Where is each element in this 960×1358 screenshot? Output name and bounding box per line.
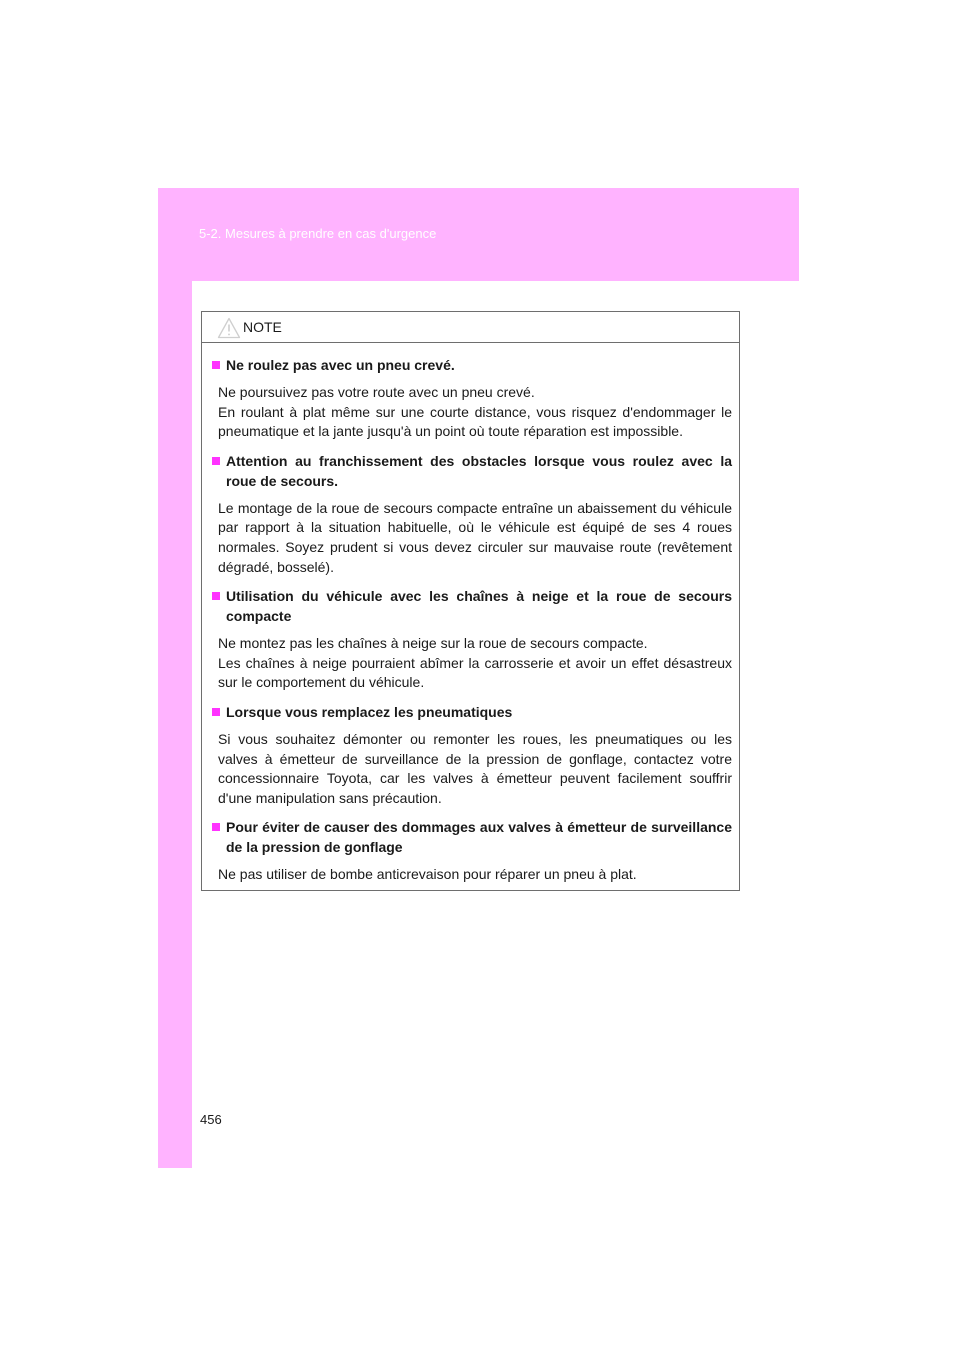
square-bullet-icon <box>212 457 220 465</box>
note-title: NOTE <box>243 319 282 335</box>
note-item <box>212 355 732 442</box>
note-paragraph: Ne montez pas les chaînes à neige sur la roue de secours compacte. <box>218 635 648 652</box>
note-item-heading: Lorsque vous remplacez les pneumatiques <box>226 703 513 720</box>
note-item-text <box>212 865 732 885</box>
note-item-heading: Utilisation du véhicule avec les chaînes à neige et la roue de secours compacte <box>226 588 732 625</box>
square-bullet-icon <box>212 592 220 600</box>
note-item <box>212 817 732 885</box>
section-title: 5-2. Mesures à prendre en cas d'urgence <box>199 226 437 241</box>
note-header <box>202 312 739 343</box>
note-paragraph: Si vous souhaitez démonter ou remonter les roues, les pneumatiques ou les valves à émetteur de surveillance de la pression de gonflage, contactez votre concessionnaire Toyota, car les valves à émetteur peuvent facilement souffrir d'une manipulation sans précaution. <box>218 730 732 806</box>
note-item-text <box>212 634 732 693</box>
note-item-heading: Pour éviter de causer des dommages aux valves à émetteur de surveillance de la pression de gonflage <box>226 819 732 856</box>
warning-triangle-icon <box>217 317 241 339</box>
note-box <box>201 311 740 891</box>
note-body <box>202 343 739 885</box>
note-paragraph: Les chaînes à neige pourraient abîmer la carrosserie et avoir un effet désastreux sur le comportement du véhicule. <box>218 654 732 691</box>
note-paragraph: Le montage de la roue de secours compacte entraîne un abaissement du véhicule par rapport à la situation habituelle, où le véhicule est équipé de ses 4 roues normales. Soyez prudent si vous devez circuler sur mauvaise route (revêtement dégradé, bosselé). <box>218 499 732 575</box>
note-item <box>212 586 732 693</box>
note-paragraph: Ne poursuivez pas votre route avec un pneu crevé. <box>218 384 535 400</box>
note-item <box>212 451 732 577</box>
square-bullet-icon <box>212 361 220 369</box>
note-item-text <box>212 499 732 577</box>
side-tab-strip <box>158 281 192 1168</box>
note-paragraph: Ne pas utiliser de bombe anticrevaison pour réparer un pneu à plat. <box>218 866 637 883</box>
square-bullet-icon <box>212 708 220 716</box>
page-number: 456 <box>200 1112 222 1127</box>
note-item-heading: Attention au franchissement des obstacles lorsque vous roulez avec la roue de secours. <box>226 452 732 489</box>
note-item-text <box>212 383 732 442</box>
note-paragraph: En roulant à plat même sur une courte distance, vous risquez d'endommager le pneumatique et la jante jusqu'à un point où toute réparation est impossible. <box>218 403 732 440</box>
note-item <box>212 702 732 808</box>
square-bullet-icon <box>212 823 220 831</box>
note-item-text <box>212 730 732 808</box>
note-item-heading: Ne roulez pas avec un pneu crevé. <box>226 357 455 373</box>
